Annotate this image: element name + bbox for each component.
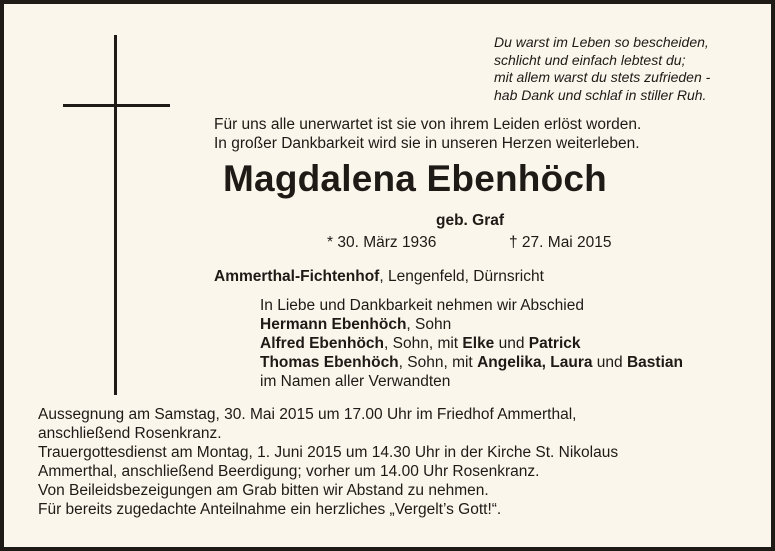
intro-text xyxy=(214,115,641,153)
member-relation: , Sohn, mit xyxy=(398,354,478,371)
intro-line: Für uns alle unerwartet ist sie von ihrem Leiden erlöst worden. xyxy=(214,116,642,133)
birth-date: * 30. März 1936 xyxy=(327,234,437,251)
notice-line: Für bereits zugedachte Anteilnahme ein herzliches „Vergelt’s Gott!“. xyxy=(38,501,502,518)
place-primary: Ammerthal-Fichtenhof xyxy=(214,268,380,285)
life-dates xyxy=(327,234,612,252)
member-name: Elke xyxy=(462,335,495,352)
poem-line: Du warst im Leben so bescheiden, xyxy=(494,34,709,50)
notice-line: Ammerthal, anschließend Beerdigung; vorher um 14.00 Uhr Rosenkranz. xyxy=(38,463,540,480)
member-name: Alfred Ebenhöch xyxy=(260,335,385,352)
intro-line: In großer Dankbarkeit wird sie in unseren Herzen weiterleben. xyxy=(214,135,640,152)
birth-name: geb. Graf xyxy=(436,212,505,229)
notice-line: Aussegnung am Samstag, 30. Mai 2015 um 17.00 Uhr im Friedhof Ammerthal, xyxy=(38,406,577,423)
family-intro: In Liebe und Dankbarkeit nehmen wir Abschied xyxy=(260,297,584,314)
poem-line: schlicht und einfach lebtest du; xyxy=(494,51,686,68)
family-member xyxy=(260,334,683,353)
conjunction: und xyxy=(592,354,627,371)
death-date: † 27. Mai 2015 xyxy=(509,234,612,251)
place-others: , Lengenfeld, Dürnsricht xyxy=(379,268,544,285)
member-relation: , Sohn xyxy=(406,316,452,333)
family-list xyxy=(260,296,683,391)
member-relation: , Sohn, mit xyxy=(384,335,463,352)
deceased-name: Magdalena Ebenhöch xyxy=(223,158,607,199)
poem-line: mit allem warst du stets zufrieden - xyxy=(494,69,711,85)
conjunction: und xyxy=(494,335,529,352)
funeral-notice xyxy=(38,405,618,519)
poem-line: hab Dank und schlaf in stiller Ruh. xyxy=(494,86,707,103)
member-name: Thomas Ebenhöch xyxy=(260,354,399,371)
member-name: Angelika, Laura xyxy=(477,354,593,371)
cross-icon xyxy=(114,35,117,395)
member-name: Patrick xyxy=(528,335,581,352)
cross-icon-bar xyxy=(63,104,170,107)
notice-line: Trauergottesdienst am Montag, 1. Juni 2015 um 14.30 Uhr in der Kirche St. Nikolaus xyxy=(38,444,619,461)
family-closing: im Namen aller Verwandten xyxy=(260,373,451,390)
places xyxy=(214,268,544,286)
member-name: Bastian xyxy=(626,354,683,371)
notice-line: anschließend Rosenkranz. xyxy=(38,425,222,442)
family-member xyxy=(260,353,683,372)
member-name: Hermann Ebenhöch xyxy=(260,316,407,333)
poem xyxy=(494,34,710,104)
family-member xyxy=(260,315,683,334)
notice-line: Von Beileidsbezeigungen am Grab bitten wir Abstand zu nehmen. xyxy=(38,482,489,499)
